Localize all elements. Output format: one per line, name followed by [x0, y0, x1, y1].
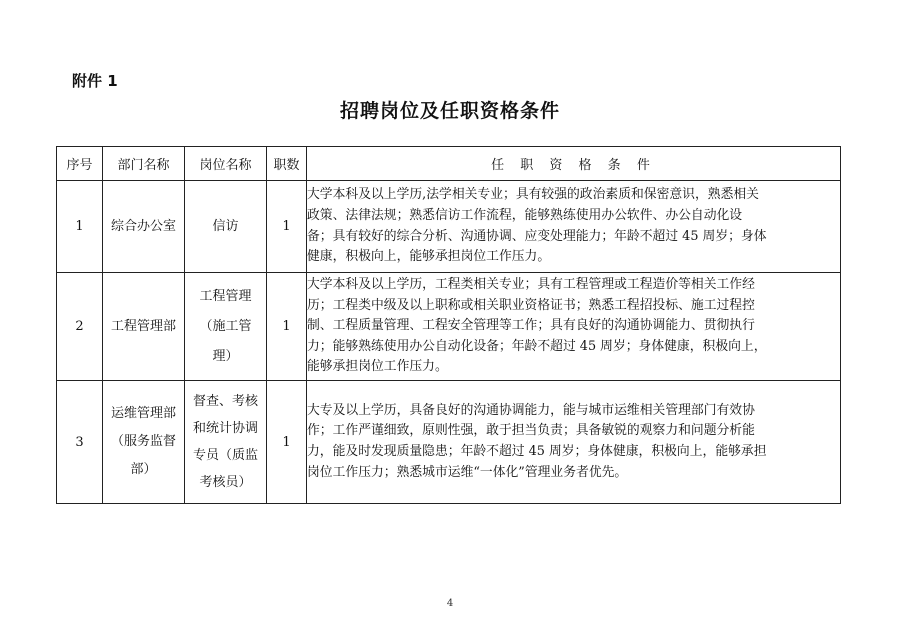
requirement-line: 岗位工作压力；熟悉城市运维“一体化”管理业务者优先。 [307, 464, 628, 480]
requirement-line: 大学本科及以上学历，工程类相关专业；具有工程管理或工程造价等相关工作经 [307, 277, 755, 293]
header-dept: 部门名称 [103, 147, 185, 181]
cell-requirements [307, 273, 841, 381]
cell-count: 1 [267, 273, 307, 381]
header-requirements: 任 职 资 格 条 件 [307, 147, 841, 181]
cell-count: 1 [267, 381, 307, 504]
recruitment-table [56, 146, 841, 504]
post-line: 督查、考核 [192, 394, 258, 409]
cell-count: 1 [267, 181, 307, 273]
table-row [57, 181, 841, 273]
cell-no: 1 [57, 181, 103, 273]
header-no: 序号 [57, 147, 103, 181]
dept-line: 运维管理部 [110, 406, 176, 421]
requirement-line: 作；工作严谨细致，原则性强，敢于担当负责；具备敏锐的观察力和问题分析能 [307, 423, 755, 439]
dept-line: （服务监督 [110, 434, 176, 449]
cell-dept [103, 381, 185, 504]
cell-no: 2 [57, 273, 103, 381]
requirement-line: 健康，积极向上，能够承担岗位工作压力。 [307, 249, 551, 265]
post-line: 信访 [212, 219, 239, 234]
table-header-row [57, 147, 841, 181]
cell-dept [103, 273, 185, 381]
table-row [57, 381, 841, 504]
header-post: 岗位名称 [185, 147, 267, 181]
requirement-line: 历；工程类中级及以上职称或相关职业资格证书；熟悉工程招投标、施工过程控 [307, 297, 755, 313]
post-line: 和统计协调 [192, 421, 258, 436]
requirement-line: 大专及以上学历，具备良好的沟通协调能力，能与城市运维相关管理部门有效协 [307, 402, 755, 418]
cell-requirements [307, 181, 841, 273]
requirement-line: 大学本科及以上学历,法学相关专业；具有较强的政治素质和保密意识，熟悉相关 [307, 187, 759, 203]
cell-post [185, 181, 267, 273]
dept-line: 工程管理部 [110, 319, 176, 334]
cell-dept [103, 181, 185, 273]
requirement-line: 力；能够熟练使用办公自动化设备；年龄不超过 45 周岁；身体健康，积极向上， [307, 338, 767, 354]
dept-line: 综合办公室 [110, 219, 176, 234]
post-line: 工程管理 [199, 288, 252, 304]
attachment-label: 附件 1 [72, 72, 118, 90]
requirement-line: 政策、法律法规；熟悉信访工作流程，能够熟练使用办公软件、办公自动化设 [307, 207, 743, 223]
post-line: 考核员） [199, 475, 252, 490]
requirement-line: 能够承担岗位工作压力。 [307, 359, 448, 375]
page-number: 4 [446, 598, 454, 609]
post-line: 专员（质监 [192, 448, 258, 463]
cell-post [185, 273, 267, 381]
requirement-line: 力，能及时发现质量隐患；年龄不超过 45 周岁；身体健康，积极向上，能够承担 [307, 444, 767, 459]
table-row [57, 273, 841, 381]
post-line: 理） [212, 348, 239, 364]
dept-line: 部） [130, 462, 157, 477]
cell-requirements [307, 381, 841, 504]
document-title: 招聘岗位及任职资格条件 [339, 100, 560, 122]
requirement-line: 制、工程质量管理、工程安全管理等工作；具有良好的沟通协调能力、贯彻执行 [307, 318, 755, 334]
post-line: （施工管 [199, 318, 252, 334]
cell-post [185, 381, 267, 504]
header-count: 职数 [267, 147, 307, 181]
cell-no: 3 [57, 381, 103, 504]
requirement-line: 备；具有较好的综合分析、沟通协调、应变处理能力；年龄不超过 45 周岁；身体 [307, 228, 767, 244]
